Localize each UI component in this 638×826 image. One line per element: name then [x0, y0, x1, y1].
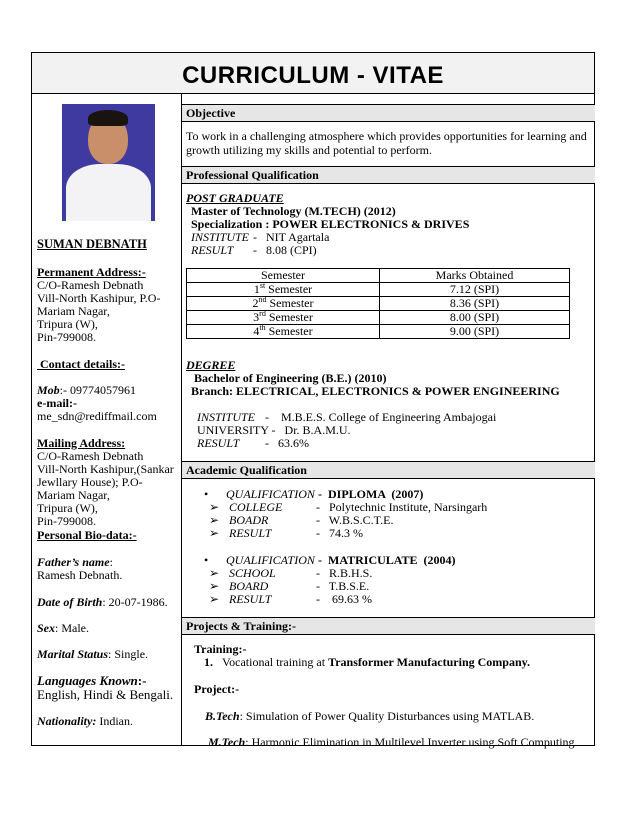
pg-result-label: RESULT	[191, 243, 234, 257]
training-company: Transformer Manufacturing Company.	[328, 655, 530, 669]
objective-text-line: growth utilizing my skills and potential to perform.	[186, 143, 432, 157]
item-label: RESULT	[229, 526, 272, 540]
nationality-line	[37, 715, 133, 728]
marital-label: Marital Status	[37, 647, 109, 661]
objective-text-line: To work in a challenging atmosphere which provides opportunities for learning and	[186, 129, 587, 143]
mailing-address-line: Vill-North Kashipur,(Sankar	[37, 462, 174, 476]
sex-value: : Male.	[55, 621, 89, 635]
semester-cell	[187, 325, 380, 339]
permanent-address-line: Mariam Nagar,	[37, 304, 110, 318]
arrow-bullet-icon: ➢	[209, 513, 220, 527]
semester-table	[186, 268, 570, 339]
arrow-bullet-icon: ➢	[209, 500, 220, 514]
biodata-heading: Personal Bio-data:-	[37, 528, 137, 542]
marks-cell: 8.36 (SPI)	[380, 297, 570, 311]
arrow-bullet-icon: ➢	[209, 566, 220, 580]
item-value: - W.B.S.C.T.E.	[316, 513, 394, 527]
mailing-address-line: C/O-Ramesh Debnath	[37, 449, 144, 463]
semester-number: 2	[252, 296, 259, 310]
marks-cell: 8.00 (SPI)	[380, 311, 570, 325]
candidate-name: SUMAN DEBNATH	[37, 237, 147, 251]
pg-label: POST GRADUATE	[186, 191, 284, 205]
projects-heading: Projects & Training:-	[182, 617, 595, 635]
training-prefix: Vocational training at	[222, 655, 329, 669]
degree-result-value: - 63.6%	[265, 436, 309, 450]
item-value: - Polytechnic Institute, Narsingarh	[316, 500, 488, 514]
degree-institute-label: INSTITUTE	[197, 410, 256, 424]
marital-line	[37, 648, 148, 661]
degree-university: UNIVERSITY - Dr. B.A.M.U.	[197, 423, 351, 437]
sex-label: Sex	[37, 621, 55, 635]
marital-value: : Single.	[108, 647, 149, 661]
item-label: BOADR	[229, 513, 269, 527]
qualification-value: - MATRICULATE (2004)	[318, 553, 456, 567]
email-label: e-mail:-	[37, 396, 77, 410]
mtech-value: : Harmonic Elimination in Multilevel Inverter using Soft Computing	[245, 735, 575, 749]
marks-cell: 9.00 (SPI)	[380, 325, 570, 339]
item-label: BOARD	[229, 579, 269, 593]
languages-line	[37, 674, 146, 687]
profile-photo	[62, 104, 155, 221]
semester-label: Semester	[266, 296, 314, 310]
mailing-address-line: Jewllary House); P.O-	[37, 475, 143, 489]
table-header-cell: Semester	[187, 269, 380, 283]
father-label: Father’s name	[37, 555, 110, 569]
academic-heading: Academic Qualification	[182, 461, 595, 479]
btech-project-line	[205, 709, 534, 724]
mailing-address-line: Pin-799008.	[37, 514, 97, 528]
column-divider	[181, 93, 182, 746]
btech-value: : Simulation of Power Quality Disturbances using MATLAB.	[239, 709, 535, 723]
project-label: Project:-	[194, 682, 240, 696]
pg-institute-value: - NIT Agartala	[253, 230, 330, 244]
pg-degree: Master of Technology (M.TECH) (2012)	[191, 204, 396, 218]
table-row	[187, 325, 570, 339]
permanent-address-line: C/O-Ramesh Debnath	[37, 278, 144, 292]
semester-cell	[187, 283, 380, 297]
semester-label: Semester	[265, 324, 313, 338]
objective-heading: Objective	[182, 104, 595, 122]
mailing-address-line: Tripura (W),	[37, 501, 98, 515]
arrow-bullet-icon: ➢	[209, 526, 220, 540]
mobile-value: :- 09774057961	[59, 383, 137, 397]
semester-suffix: nd	[258, 295, 267, 304]
qualification-value: - DIPLOMA (2007)	[318, 487, 424, 501]
pg-specialization: Specialization : POWER ELECTRONICS & DRIVES	[191, 217, 470, 231]
mobile-label: Mob	[37, 383, 60, 397]
sex-line	[37, 622, 89, 635]
languages-value: English, Hindi & Bengali.	[37, 687, 174, 702]
table-row	[187, 283, 570, 297]
bullet-icon: •	[204, 553, 209, 567]
item-value: - R.B.H.S.	[316, 566, 373, 580]
qualification-item	[229, 526, 363, 541]
item-value: - 74.3 %	[316, 526, 363, 540]
languages-label: Languages Known	[37, 673, 138, 688]
training-number: 1.	[204, 655, 213, 669]
bullet-icon: •	[204, 487, 209, 501]
item-label: COLLEGE	[229, 500, 283, 514]
semester-suffix: th	[259, 323, 266, 332]
semester-suffix: rd	[259, 309, 266, 318]
dob-value: : 20-07-1986.	[102, 595, 168, 609]
table-header-cell: Marks Obtained	[380, 269, 570, 283]
photo-hair-shape	[88, 110, 128, 126]
father-colon: :	[109, 555, 113, 569]
degree-line: Bachelor of Engineering (B.E.) (2010)	[194, 371, 387, 385]
item-value: - 69.63 %	[316, 592, 372, 606]
table-header-row	[187, 269, 570, 283]
item-label: SCHOOL	[229, 566, 276, 580]
pg-institute-label: INSTITUTE	[191, 230, 250, 244]
table-row	[187, 311, 570, 325]
contact-heading: Contact details:-	[37, 357, 125, 371]
semester-label: Semester	[265, 310, 313, 324]
qualification-label: QUALIFICATION	[226, 487, 315, 501]
degree-result-line	[197, 436, 309, 451]
training-item	[204, 655, 530, 670]
degree-result-label: RESULT	[197, 436, 240, 450]
mailing-address-line: Mariam Nagar,	[37, 488, 110, 502]
professional-heading: Professional Qualification	[182, 166, 595, 184]
permanent-address-line: Tripura (W),	[37, 317, 98, 331]
semester-number: 1	[253, 282, 260, 296]
table-row	[187, 297, 570, 311]
permanent-address-line: Pin-799008.	[37, 330, 97, 344]
permanent-address-heading: Permanent Address:-	[37, 265, 146, 279]
item-label: RESULT	[229, 592, 272, 606]
semester-suffix: st	[259, 281, 266, 290]
mailing-address-heading: Mailing Address:	[37, 436, 126, 450]
photo-shirt-shape	[66, 164, 151, 221]
permanent-address-line: Vill-North Kashipur, P.O-	[37, 291, 161, 305]
mtech-label: M.Tech	[208, 735, 246, 749]
arrow-bullet-icon: ➢	[209, 579, 220, 593]
arrow-bullet-icon: ➢	[209, 592, 220, 606]
item-value: - T.B.S.E.	[316, 579, 370, 593]
degree-branch: Branch: ELECTRICAL, ELECTRONICS & POWER ENGINEERING	[191, 384, 560, 398]
qualification-label: QUALIFICATION	[226, 553, 315, 567]
degree-label: DEGREE	[186, 358, 236, 372]
dob-label: Date of Birth	[37, 595, 103, 609]
page-title: CURRICULUM - VITAE	[182, 62, 444, 89]
semester-label: Semester	[265, 282, 313, 296]
semester-number: 3	[253, 310, 260, 324]
nationality-value: Indian.	[96, 714, 133, 728]
father-name: Ramesh Debnath.	[37, 568, 123, 582]
semester-cell	[187, 311, 380, 325]
semester-cell	[187, 297, 380, 311]
semester-number: 4	[253, 324, 260, 338]
nationality-label: Nationality:	[37, 714, 97, 728]
email-value[interactable]: me_sdn@rediffmail.com	[37, 409, 157, 423]
dob-line	[37, 596, 168, 609]
languages-colon: :-	[137, 673, 147, 688]
qualification-item	[229, 592, 372, 607]
degree-institute-value: - M.B.E.S. College of Engineering Ambajogai	[265, 410, 497, 424]
pg-result-value: - 8.08 (CPI)	[253, 243, 317, 257]
training-label: Training:-	[194, 642, 247, 656]
pg-result-line	[191, 243, 317, 258]
btech-label: B.Tech	[205, 709, 240, 723]
mtech-project-line	[208, 735, 575, 750]
marks-cell: 7.12 (SPI)	[380, 283, 570, 297]
